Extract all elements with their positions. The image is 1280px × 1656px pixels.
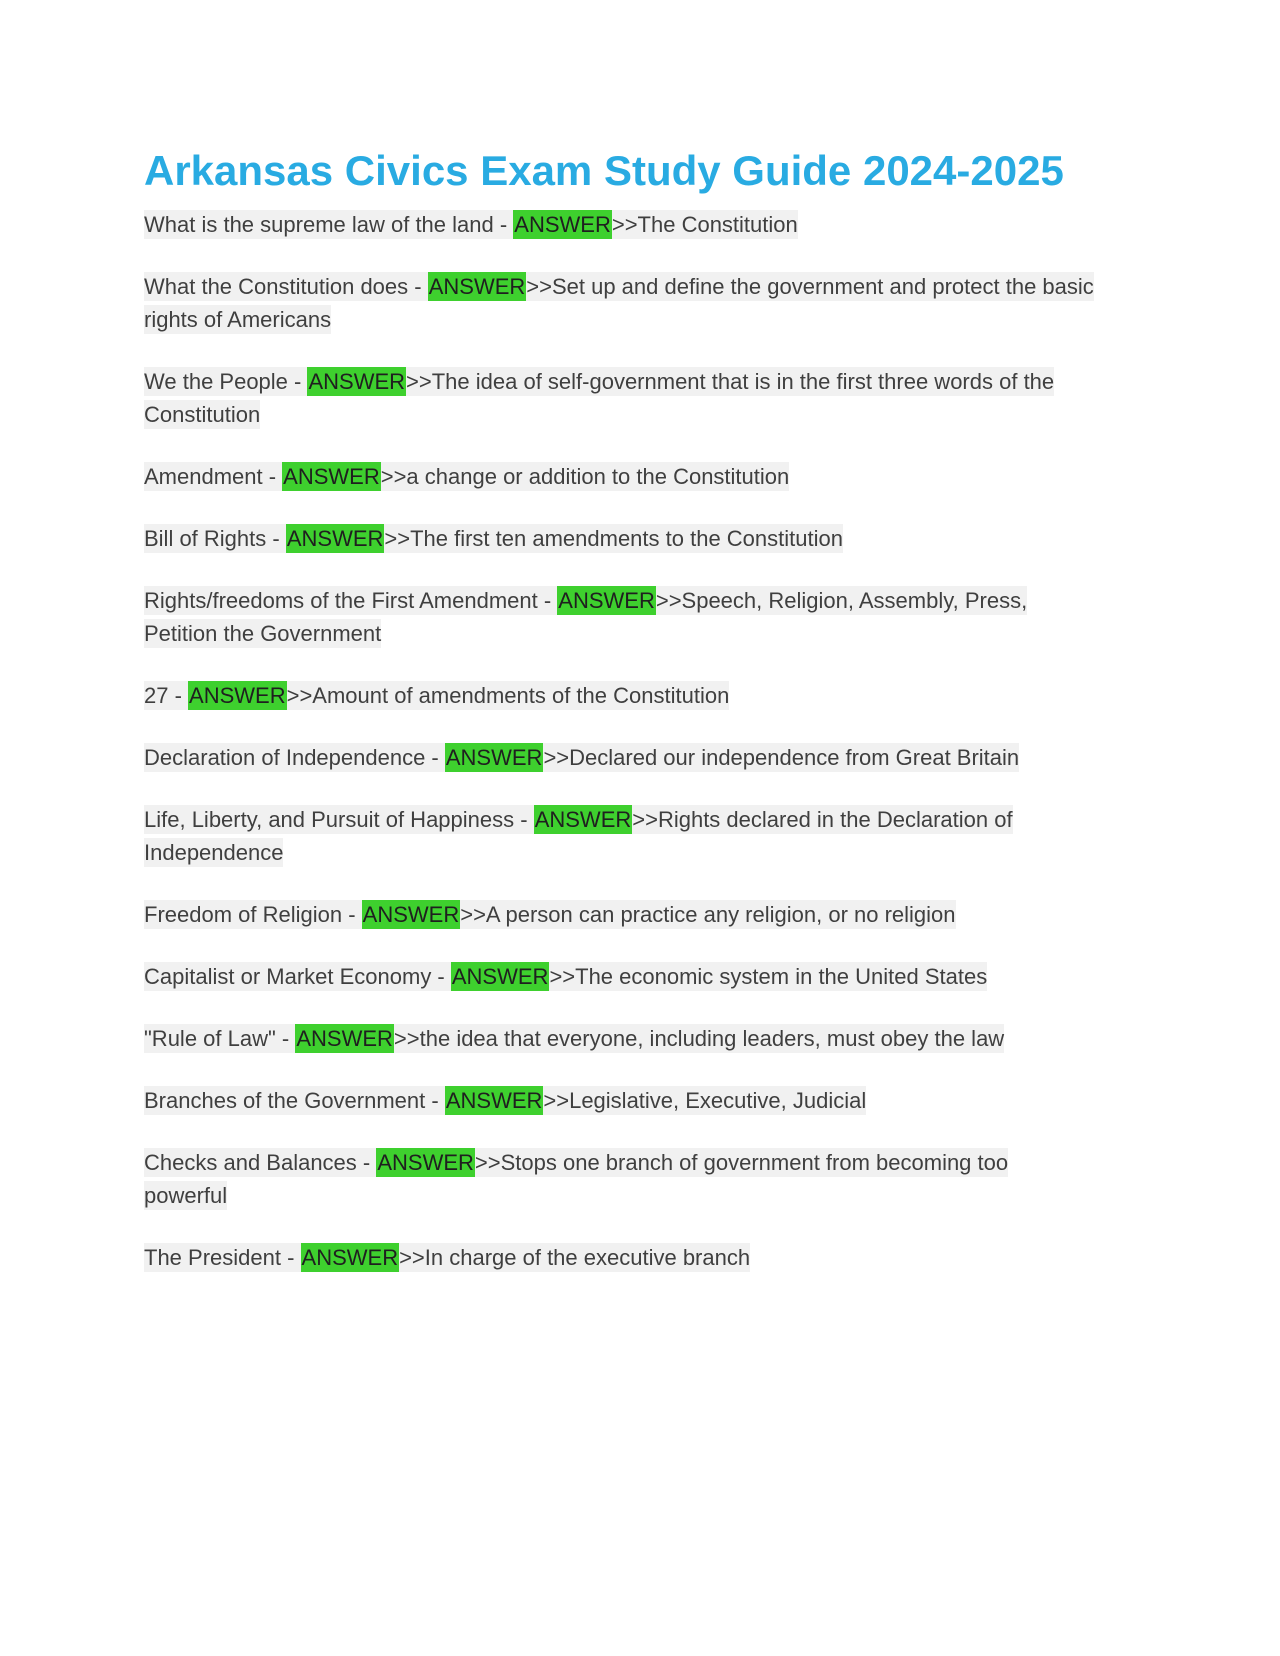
answer-highlight: ANSWER [558, 588, 655, 614]
qa-definition: >>The first ten amendments to the Constitution [384, 526, 843, 552]
qa-paragraph [144, 270, 1096, 336]
qa-definition: >>Stops one branch of government from becoming too powerful [144, 1150, 1009, 1209]
qa-paragraph [144, 522, 1096, 555]
qa-paragraph [144, 584, 1096, 650]
qa-term: "Rule of Law" - [144, 1026, 296, 1052]
qa-definition: >>Rights declared in the Declaration of Independence [144, 807, 1013, 866]
qa-paragraph [144, 365, 1096, 431]
answer-highlight: ANSWER [189, 683, 286, 709]
answer-highlight: ANSWER [428, 274, 526, 300]
qa-definition: >>A person can practice any religion, or no religion [460, 902, 956, 928]
qa-definition: >>Declared our independence from Great Britain [543, 745, 1020, 771]
answer-highlight: ANSWER [296, 1026, 393, 1052]
qa-paragraph [144, 1241, 1096, 1274]
qa-term: Amendment - [144, 464, 283, 490]
qa-term: Freedom of Religion - [144, 902, 362, 928]
qa-paragraph [144, 460, 1096, 493]
qa-paragraph [144, 741, 1096, 774]
qa-paragraph [144, 1022, 1096, 1055]
qa-term: 27 - [144, 683, 189, 709]
answer-highlight: ANSWER [514, 212, 611, 238]
qa-definition: >>Legislative, Executive, Judicial [543, 1088, 867, 1114]
qa-definition: >>The Constitution [611, 212, 798, 238]
qa-paragraph [144, 960, 1096, 993]
qa-term: Declaration of Independence - [144, 745, 445, 771]
qa-paragraph [144, 1084, 1096, 1117]
qa-term: Checks and Balances - [144, 1150, 377, 1176]
qa-term: What the Constitution does - [144, 274, 428, 300]
qa-term: Life, Liberty, and Pursuit of Happiness - [144, 807, 534, 833]
qa-definition: >>Amount of amendments of the Constitution [286, 683, 730, 709]
page-title: Arkansas Civics Exam Study Guide 2024-2025 [144, 147, 1064, 194]
answer-highlight: ANSWER [451, 964, 549, 990]
qa-paragraph [144, 679, 1096, 712]
qa-definition: >>a change or addition to the Constitution [380, 464, 790, 490]
qa-paragraph [144, 898, 1096, 931]
qa-term: Branches of the Government - [144, 1088, 445, 1114]
document-content [144, 146, 1096, 1274]
qa-term: Bill of Rights - [144, 526, 286, 552]
answer-highlight: ANSWER [308, 369, 406, 395]
qa-paragraph [144, 1146, 1096, 1212]
qa-definition: >>Set up and define the government and protect the basic rights of Americans [144, 274, 1094, 333]
qa-term: Rights/freedoms of the First Amendment - [144, 588, 558, 614]
qa-paragraph [144, 803, 1096, 869]
qa-list [144, 208, 1096, 1274]
answer-highlight: ANSWER [534, 807, 632, 833]
answer-highlight: ANSWER [286, 526, 384, 552]
answer-highlight: ANSWER [301, 1245, 399, 1271]
qa-definition: >>The idea of self-government that is in the first three words of the Constitution [144, 369, 1055, 428]
answer-highlight: ANSWER [377, 1150, 474, 1176]
qa-term: Capitalist or Market Economy - [144, 964, 451, 990]
qa-definition: >>the idea that everyone, including leaders, must obey the law [393, 1026, 1005, 1052]
answer-highlight: ANSWER [445, 1088, 543, 1114]
qa-definition: >>In charge of the executive branch [399, 1245, 751, 1271]
qa-definition: >>Speech, Religion, Assembly, Press, Petition the Government [144, 588, 1028, 647]
qa-term: What is the supreme law of the land - [144, 212, 514, 238]
answer-highlight: ANSWER [445, 745, 543, 771]
qa-paragraph [144, 208, 1096, 241]
qa-term: The President - [144, 1245, 301, 1271]
qa-term: We the People - [144, 369, 308, 395]
qa-definition: >>The economic system in the United States [549, 964, 988, 990]
answer-highlight: ANSWER [362, 902, 460, 928]
answer-highlight: ANSWER [283, 464, 380, 490]
